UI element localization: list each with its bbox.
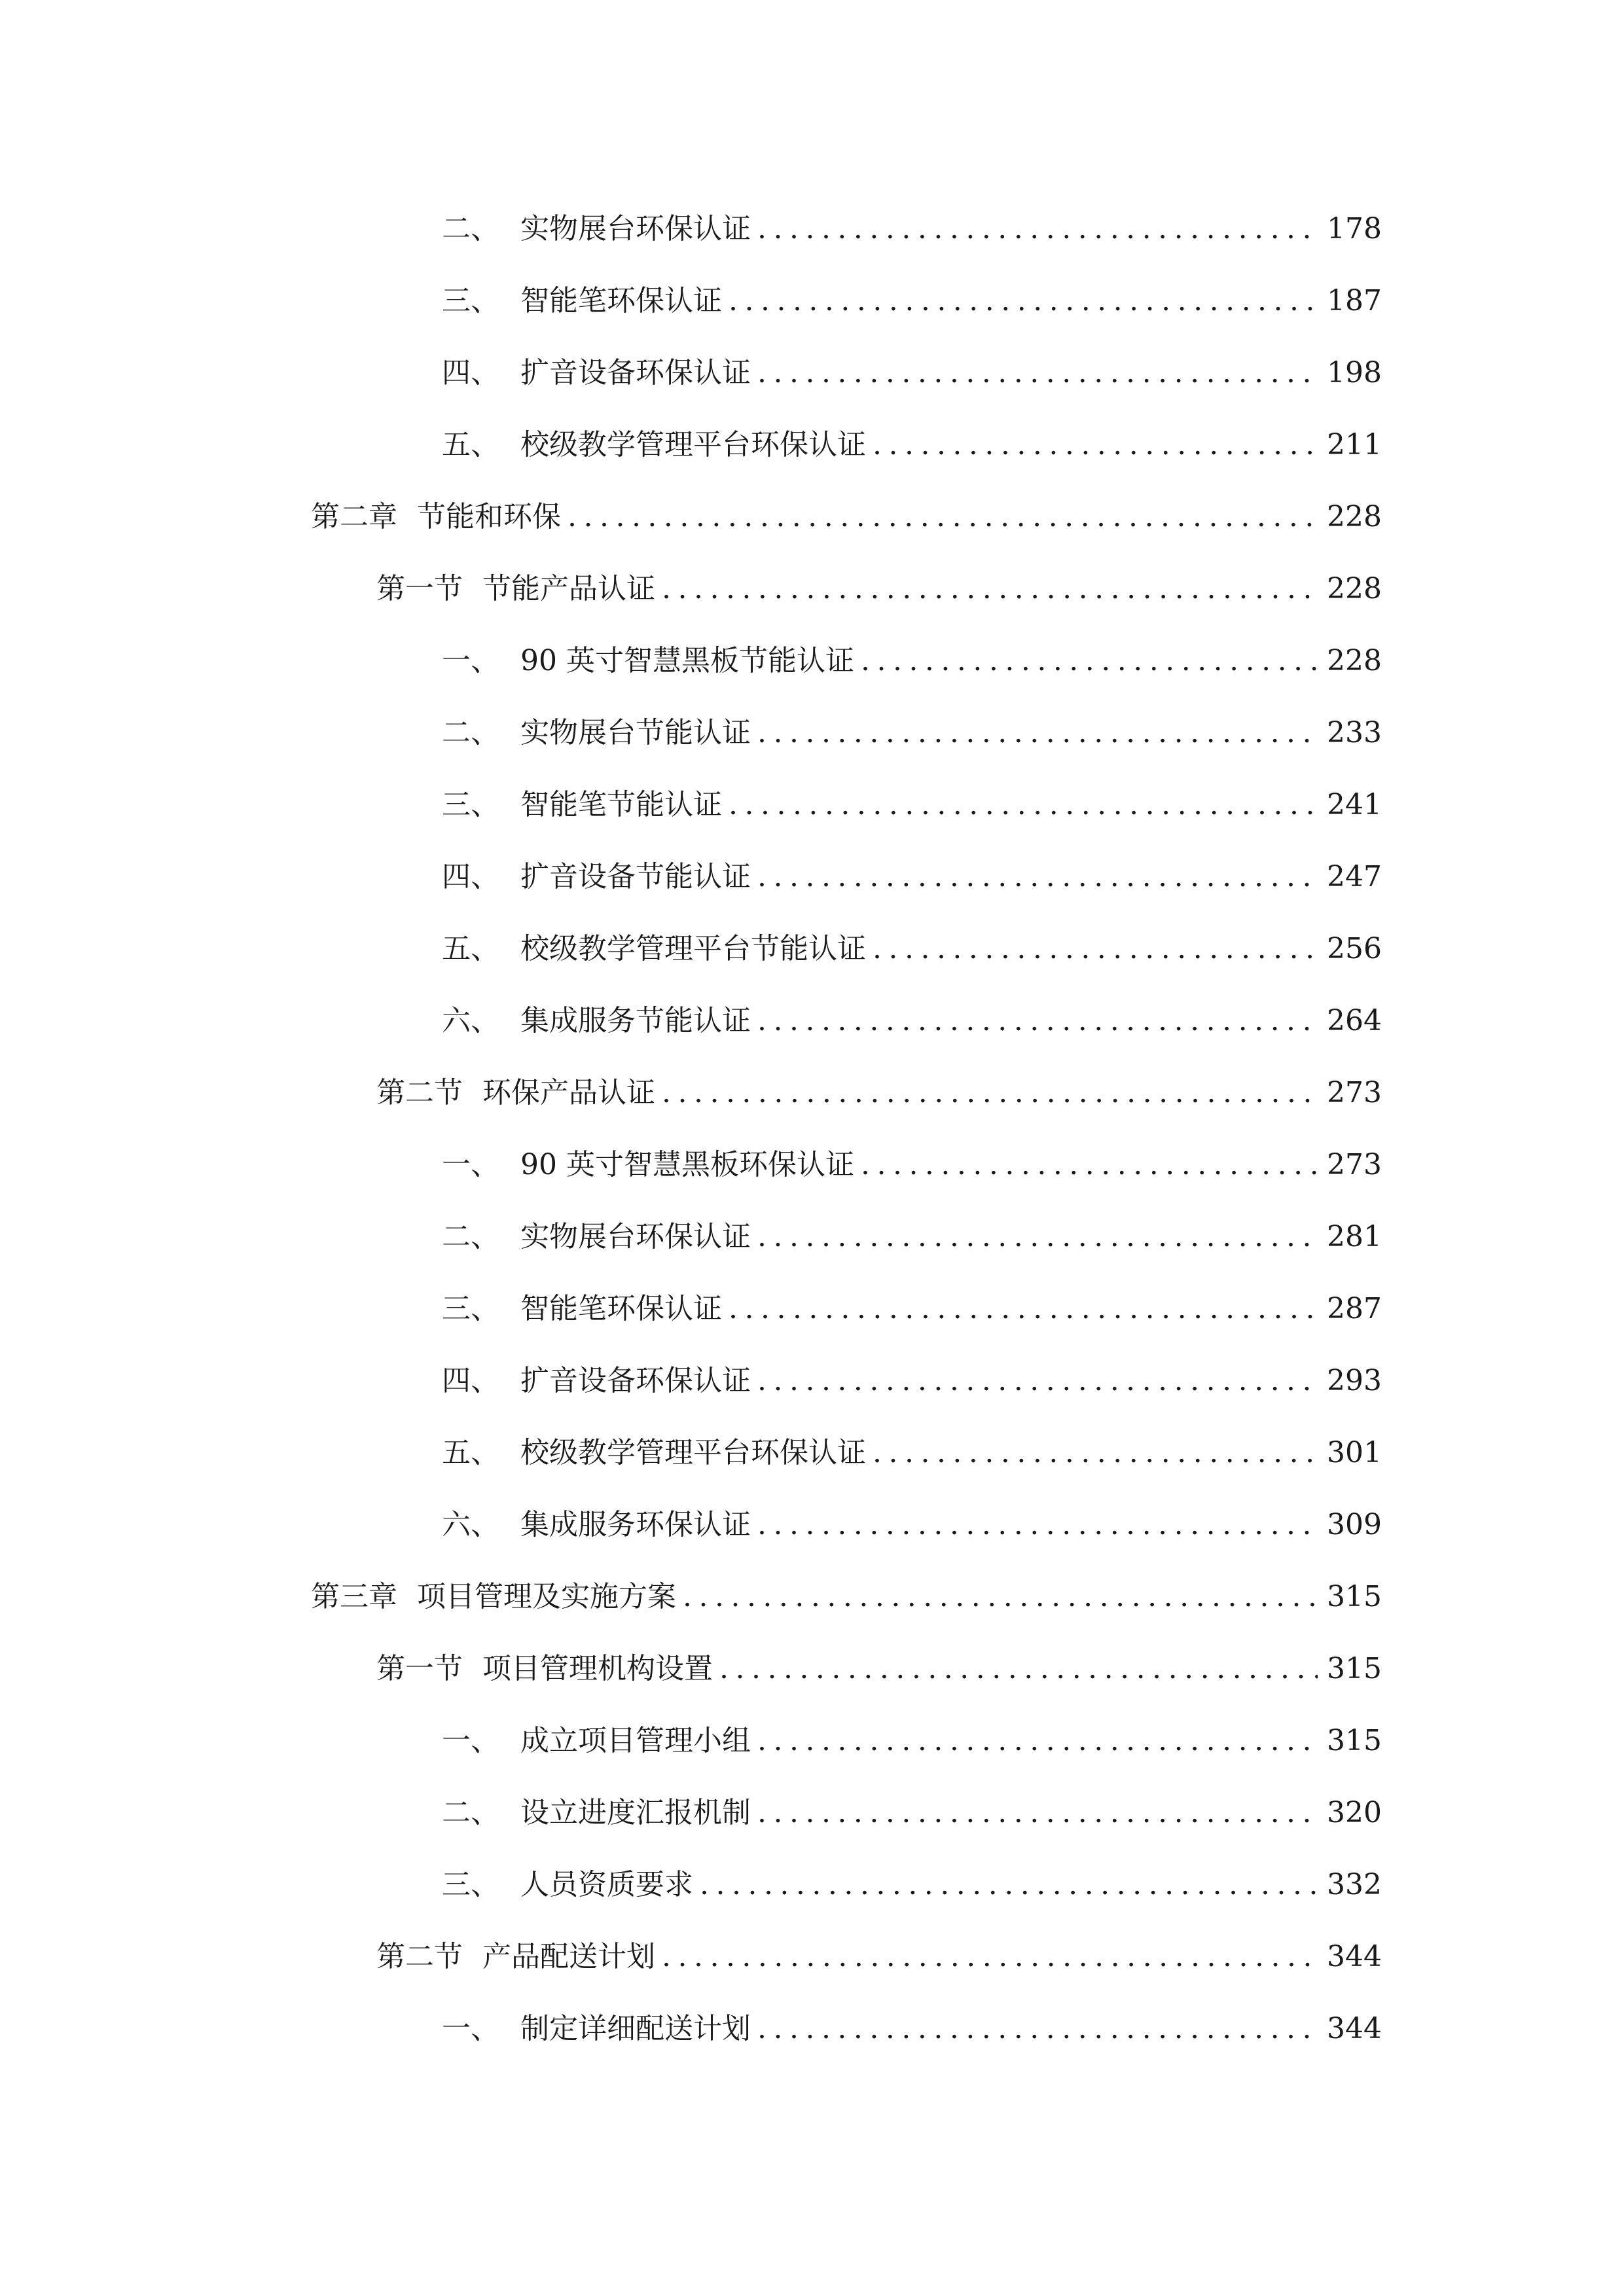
toc-entry-prefix: 第一节 <box>376 572 463 605</box>
toc-entry-title: 扩音设备环保认证 <box>520 356 751 389</box>
toc-entry-prefix: 三、 <box>442 284 499 317</box>
toc-entry[interactable] <box>442 1787 1382 1839</box>
toc-entry-title: 智能笔环保认证 <box>520 284 722 317</box>
toc-entry-page: 273 <box>1327 1148 1382 1181</box>
toc-entry[interactable] <box>442 1427 1382 1479</box>
toc-dot-leader <box>700 1859 1318 1911</box>
toc-entry-page: 228 <box>1327 644 1382 677</box>
toc-entry-title: 集成服务节能认证 <box>520 1004 751 1037</box>
toc-entry-title: 成立项目管理小组 <box>520 1724 751 1757</box>
toc-entry-page: 198 <box>1327 356 1382 389</box>
toc-entry-page: 293 <box>1327 1364 1382 1397</box>
toc-entry-title: 环保产品认证 <box>482 1076 655 1109</box>
toc-entry-page: 233 <box>1327 716 1382 749</box>
toc-entry-page: 256 <box>1327 932 1382 965</box>
toc-entry-page: 315 <box>1327 1724 1382 1757</box>
toc-entry[interactable] <box>442 923 1382 975</box>
toc-entry-title: 集成服务环保认证 <box>520 1508 751 1541</box>
toc-entry-page: 320 <box>1327 1796 1382 1829</box>
toc-dot-leader <box>757 707 1318 759</box>
toc-dot-leader <box>873 419 1318 471</box>
toc-entry[interactable] <box>442 419 1382 471</box>
toc-entry-title: 项目管理及实施方案 <box>417 1580 676 1613</box>
toc-entry-page: 273 <box>1327 1076 1382 1109</box>
toc-entry-page: 178 <box>1327 212 1382 245</box>
toc-entry[interactable] <box>442 1355 1382 1407</box>
toc-dot-leader <box>662 1067 1318 1119</box>
toc-entry[interactable] <box>442 2003 1382 2055</box>
toc-dot-leader <box>873 923 1318 975</box>
toc-entry-prefix: 三、 <box>442 1292 499 1325</box>
toc-entry-title: 制定详细配送计划 <box>520 2012 751 2045</box>
toc-dot-leader <box>873 1427 1318 1479</box>
toc-entry-title: 扩音设备节能认证 <box>520 860 751 893</box>
toc-entry-prefix: 四、 <box>442 356 499 389</box>
toc-dot-leader <box>757 1787 1318 1839</box>
toc-dot-leader <box>757 1499 1318 1551</box>
toc-entry-prefix: 第二节 <box>376 1940 463 1973</box>
toc-dot-leader <box>757 203 1318 255</box>
toc-entry-title: 智能笔环保认证 <box>520 1292 722 1325</box>
toc-dot-leader <box>729 779 1318 831</box>
toc-entry[interactable] <box>442 1715 1382 1767</box>
toc-entry-page: 315 <box>1327 1652 1382 1685</box>
toc-entry-page: 344 <box>1327 1940 1382 1973</box>
toc-entry[interactable] <box>442 707 1382 759</box>
toc-entry[interactable] <box>442 203 1382 255</box>
toc-entry-prefix: 第二章 <box>311 500 397 533</box>
toc-chapter-entry[interactable] <box>311 1571 1382 1623</box>
toc-entry-prefix: 三、 <box>442 788 499 821</box>
toc-dot-leader <box>861 635 1318 687</box>
toc-dot-leader <box>568 491 1318 543</box>
toc-dot-leader <box>719 1643 1318 1695</box>
toc-entry-prefix: 二、 <box>442 716 499 749</box>
toc-entry-title: 智能笔节能认证 <box>520 788 722 821</box>
toc-entry-page: 187 <box>1327 284 1382 317</box>
toc-entry[interactable] <box>442 347 1382 399</box>
toc-entry-prefix: 四、 <box>442 860 499 893</box>
toc-entry[interactable] <box>442 1859 1382 1911</box>
toc-entry-page: 241 <box>1327 788 1382 821</box>
toc-entry-page: 264 <box>1327 1004 1382 1037</box>
toc-entry-prefix: 第三章 <box>311 1580 397 1613</box>
toc-entry-page: 211 <box>1327 428 1382 461</box>
toc-entry-title: 设立进度汇报机制 <box>520 1796 751 1829</box>
toc-entry-prefix: 二、 <box>442 1220 499 1253</box>
toc-entry[interactable] <box>442 275 1382 327</box>
toc-entry[interactable] <box>442 1283 1382 1335</box>
toc-entry[interactable] <box>442 851 1382 903</box>
toc-entry-title: 项目管理机构设置 <box>482 1652 713 1685</box>
toc-entry[interactable] <box>442 1139 1382 1191</box>
toc-dot-leader <box>757 1355 1318 1407</box>
toc-dot-leader <box>757 851 1318 903</box>
toc-entry-title: 校级教学管理平台环保认证 <box>520 428 866 461</box>
toc-dot-leader <box>683 1571 1318 1623</box>
toc-entry-prefix: 六、 <box>442 1004 499 1037</box>
toc-entry-page: 315 <box>1327 1580 1382 1613</box>
toc-entry-prefix: 四、 <box>442 1364 499 1397</box>
toc-entry-page: 247 <box>1327 860 1382 893</box>
toc-entry-title: 90 英寸智慧黑板环保认证 <box>520 1148 854 1181</box>
toc-dot-leader <box>729 1283 1318 1335</box>
toc-entry-prefix: 第二节 <box>376 1076 463 1109</box>
toc-section-entry[interactable] <box>376 1931 1382 1983</box>
toc-entry-title: 实物展台环保认证 <box>520 1220 751 1253</box>
toc-entry-page: 344 <box>1327 2012 1382 2045</box>
toc-entry-page: 228 <box>1327 500 1382 533</box>
toc-entry-prefix: 六、 <box>442 1508 499 1541</box>
toc-dot-leader <box>757 347 1318 399</box>
toc-entry[interactable] <box>442 779 1382 831</box>
toc-section-entry[interactable] <box>376 1067 1382 1119</box>
toc-dot-leader <box>757 1715 1318 1767</box>
toc-entry-prefix: 五、 <box>442 428 499 461</box>
toc-entry-prefix: 一、 <box>442 1724 499 1757</box>
toc-entry[interactable] <box>442 995 1382 1047</box>
toc-entry-title: 产品配送计划 <box>482 1940 655 1973</box>
toc-entry-page: 287 <box>1327 1292 1382 1325</box>
toc-section-entry[interactable] <box>376 1643 1382 1695</box>
toc-entry-title: 实物展台环保认证 <box>520 212 751 245</box>
toc-entry-title: 人员资质要求 <box>520 1868 693 1901</box>
toc-entry-title: 校级教学管理平台环保认证 <box>520 1436 866 1469</box>
toc-entry-title: 实物展台节能认证 <box>520 716 751 749</box>
toc-entry-prefix: 一、 <box>442 2012 499 2045</box>
toc-entry-prefix: 五、 <box>442 932 499 965</box>
toc-entry-prefix: 第一节 <box>376 1652 463 1685</box>
toc-entry-title: 节能和环保 <box>417 500 561 533</box>
toc-dot-leader <box>757 995 1318 1047</box>
toc-dot-leader <box>757 1211 1318 1263</box>
toc-entry-prefix: 五、 <box>442 1436 499 1469</box>
toc-entry-title: 节能产品认证 <box>482 572 655 605</box>
toc-entry-prefix: 三、 <box>442 1868 499 1901</box>
toc-entry-prefix: 一、 <box>442 644 499 677</box>
toc-entry-page: 281 <box>1327 1220 1382 1253</box>
toc-entry-page: 309 <box>1327 1508 1382 1541</box>
toc-entry-page: 332 <box>1327 1868 1382 1901</box>
toc-dot-leader <box>662 1931 1318 1983</box>
toc-chapter-entry[interactable] <box>311 491 1382 543</box>
toc-dot-leader <box>729 275 1318 327</box>
toc-entry-title: 校级教学管理平台节能认证 <box>520 932 866 965</box>
toc-dot-leader <box>662 563 1318 615</box>
toc-dot-leader <box>861 1139 1318 1191</box>
toc-entry-page: 301 <box>1327 1436 1382 1469</box>
toc-entry[interactable] <box>442 1211 1382 1263</box>
toc-entry-title: 扩音设备环保认证 <box>520 1364 751 1397</box>
toc-section-entry[interactable] <box>376 563 1382 615</box>
toc-entry-prefix: 二、 <box>442 1796 499 1829</box>
toc-entry-prefix: 一、 <box>442 1148 499 1181</box>
toc-entry-title: 90 英寸智慧黑板节能认证 <box>520 644 854 677</box>
toc-entry[interactable] <box>442 635 1382 687</box>
toc-entry[interactable] <box>442 1499 1382 1551</box>
toc-entry-page: 228 <box>1327 572 1382 605</box>
toc-entry-prefix: 二、 <box>442 212 499 245</box>
toc-dot-leader <box>757 2003 1318 2055</box>
